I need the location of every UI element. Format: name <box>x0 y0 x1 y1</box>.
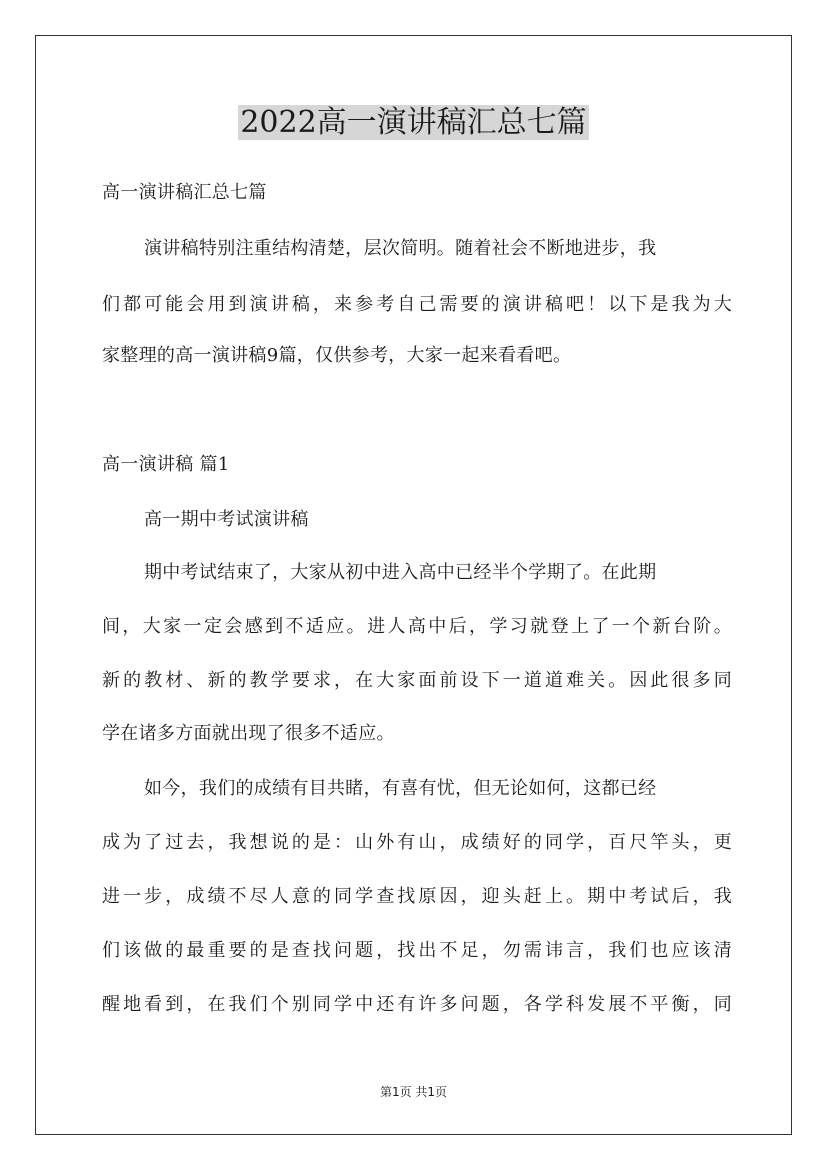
paragraph-line: 学在诸多方面就出现了很多不适应。 <box>102 723 395 744</box>
page-number-footer: 第1页 共1页 <box>379 1085 448 1099</box>
intro-line: 演讲稿特别注重结构清楚，层次简明。随着社会不断地进步，我 <box>144 238 657 259</box>
paragraph-line: 新的教材、新的教学要求，在大家面前设下一道道难关。因此很多同 <box>102 670 732 691</box>
document-subtitle: 高一演讲稿汇总七篇 <box>102 182 267 203</box>
intro-line: 们都可能会用到演讲稿，来参考自己需要的演讲稿吧！以下是我为大 <box>102 294 732 315</box>
intro-line: 家整理的高一演讲稿9篇，仅供参考，大家一起来看看吧。 <box>102 345 572 366</box>
section-heading: 高一演讲稿 篇1 <box>102 454 230 475</box>
paragraph-line: 们该做的最重要的是查找问题，找出不足，勿需讳言，我们也应该清 <box>102 940 732 961</box>
paragraph-line: 如今，我们的成绩有目共睹，有喜有忧，但无论如何，这都已经 <box>144 778 657 799</box>
paragraph-line: 醒地看到，在我们个别同学中还有许多问题，各学科发展不平衡，同 <box>102 994 732 1015</box>
speech-title: 高一期中考试演讲稿 <box>144 509 309 530</box>
document-title <box>0 103 827 143</box>
paragraph-line: 期中考试结束了，大家从初中进入高中已经半个学期了。在此期 <box>144 562 657 583</box>
paragraph-line: 间，大家一定会感到不适应。进人高中后，学习就登上了一个新台阶。 <box>102 616 732 637</box>
paragraph-line: 进一步，成绩不尽人意的同学查找原因，迎头赶上。期中考试后，我 <box>102 886 732 907</box>
document-title-text: 2022高一演讲稿汇总七篇 <box>240 105 587 140</box>
paragraph-line: 成为了过去，我想说的是：山外有山，成绩好的同学，百尺竿头，更 <box>102 832 732 853</box>
